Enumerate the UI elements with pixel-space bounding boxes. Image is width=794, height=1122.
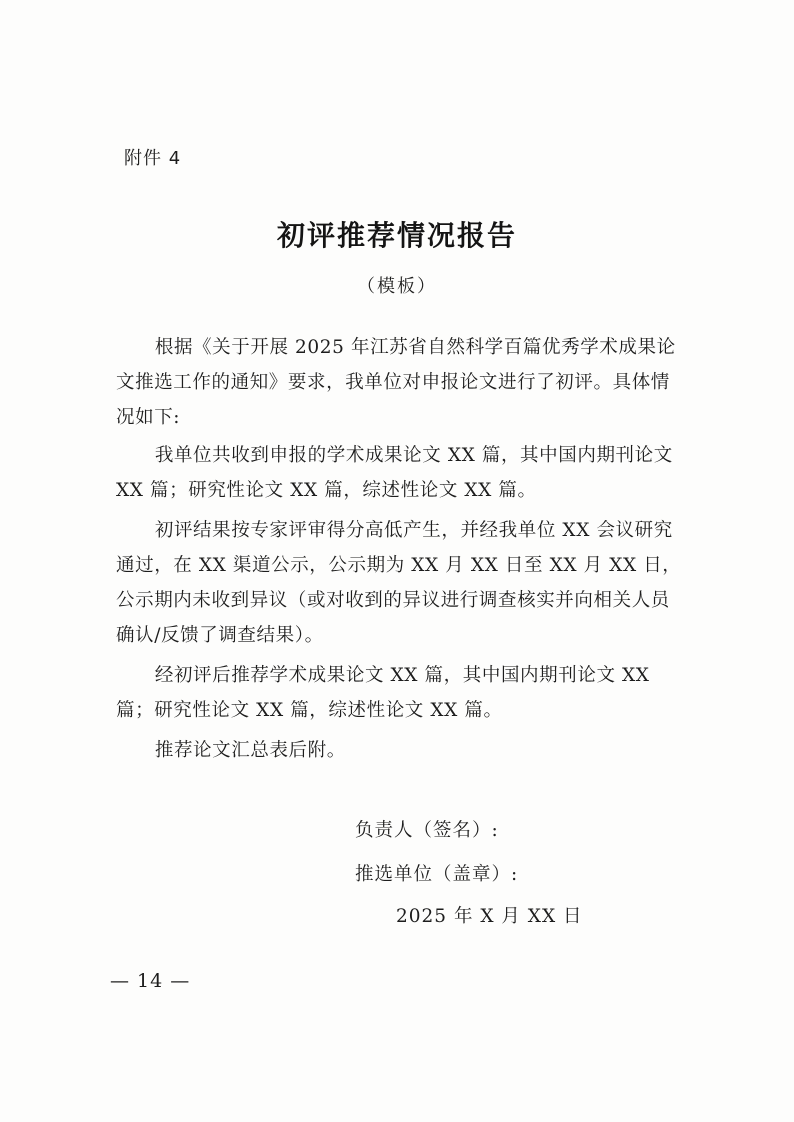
signature-date: 2025 年 X 月 XX 日: [396, 906, 583, 927]
report-subtitle: （模板）: [357, 276, 437, 297]
signature-recommending-unit: 推选单位（盖章）:: [355, 864, 519, 885]
paragraph-evaluation: 初评结果按专家评审得分高低产生，并经我单位 XX 会议研究通过，在 XX 渠道公示，公示期为 XX 月 XX 日至 XX 月 XX 日，公示期内未收到异议（或对收到的异议进行调查核实并向相关人员确认/反馈了调查结果）。: [116, 520, 682, 646]
attachment-label: 附件 4: [124, 148, 182, 169]
signature-responsible-person: 负责人（签名）:: [355, 820, 499, 841]
report-body: [116, 330, 684, 773]
report-title: 初评推荐情况报告: [276, 219, 517, 252]
paragraph-intro: 根据《关于开展 2025 年江苏省自然科学百篇优秀学术成果论文推选工作的通知》要求，我单位对申报论文进行了初评。具体情况如下:: [116, 337, 676, 428]
paragraph-attachment-note: 推荐论文汇总表后附。: [154, 740, 346, 761]
paragraph-received: 我单位共收到申报的学术成果论文 XX 篇，其中国内期刊论文 XX 篇；研究性论文 XX 篇，综述性论文 XX 篇。: [116, 445, 673, 501]
page-number: — 14 —: [110, 970, 191, 992]
paragraph-recommended: 经初评后推荐学术成果论文 XX 篇，其中国内期刊论文 XX 篇；研究性论文 XX 篇，综述性论文 XX 篇。: [116, 665, 650, 721]
